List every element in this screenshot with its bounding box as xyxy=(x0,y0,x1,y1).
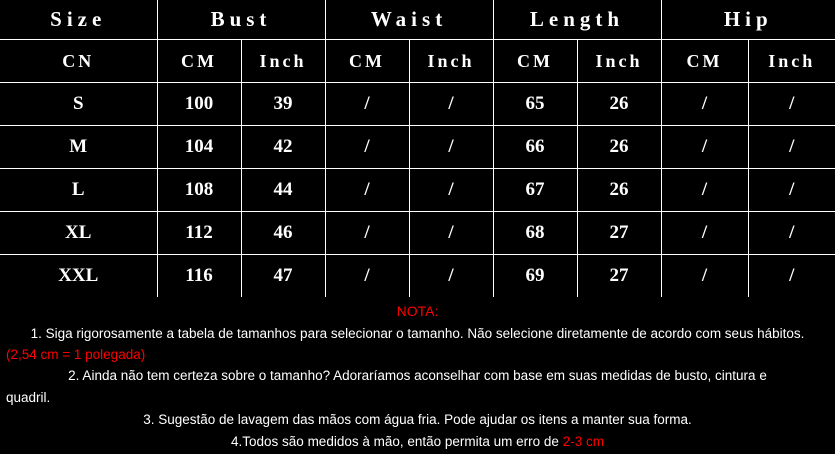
cell-bust-inch: 46 xyxy=(241,212,325,255)
cell-hip-inch: / xyxy=(748,255,835,298)
sub-header-waist-inch: Inch xyxy=(409,40,493,83)
group-header-size: Size xyxy=(0,0,157,40)
note-item-4-text: 4.Todos são medidos à mão, então permita um erro de xyxy=(231,434,563,449)
table-row xyxy=(0,83,835,126)
cell-length-inch: 26 xyxy=(577,83,661,126)
cell-waist-inch: / xyxy=(409,255,493,298)
sub-header-cn: CN xyxy=(0,40,157,83)
cell-waist-cm: / xyxy=(325,83,409,126)
note-item-2-continued: quadril. xyxy=(6,390,51,405)
note-item-1-conversion: (2,54 cm = 1 polegada) xyxy=(6,347,146,362)
cell-size: M xyxy=(0,126,157,169)
table-row xyxy=(0,255,835,298)
cell-waist-inch: / xyxy=(409,169,493,212)
cell-bust-cm: 112 xyxy=(157,212,241,255)
cell-hip-inch: / xyxy=(748,212,835,255)
cell-bust-cm: 104 xyxy=(157,126,241,169)
notes-section xyxy=(0,297,835,453)
note-item-2: 2. Ainda não tem certeza sobre o tamanho? Adoraríamos aconselhar com base em suas medidas de busto, cintura e xyxy=(68,368,767,383)
cell-hip-cm: / xyxy=(661,169,748,212)
cell-hip-inch: / xyxy=(748,126,835,169)
cell-size: L xyxy=(0,169,157,212)
table-sub-header-row xyxy=(0,40,835,83)
cell-bust-inch: 42 xyxy=(241,126,325,169)
cell-waist-inch: / xyxy=(409,212,493,255)
cell-length-inch: 26 xyxy=(577,169,661,212)
cell-hip-cm: / xyxy=(661,83,748,126)
note-item-3: 3. Sugestão de lavagem das mãos com água fria. Pode ajudar os itens a manter sua forma. xyxy=(143,412,692,427)
cell-waist-cm: / xyxy=(325,169,409,212)
cell-bust-inch: 44 xyxy=(241,169,325,212)
note-item-1: 1. Siga rigorosamente a tabela de tamanhos para selecionar o tamanho. Não selecione diretamente de acordo com seus hábitos. xyxy=(30,326,805,341)
group-header-waist: Waist xyxy=(325,0,493,40)
cell-length-inch: 27 xyxy=(577,255,661,298)
group-header-length: Length xyxy=(493,0,661,40)
notes-title: NOTA: xyxy=(396,303,439,319)
cell-waist-inch: / xyxy=(409,126,493,169)
note-item-4 xyxy=(6,431,829,453)
cell-size: XXL xyxy=(0,255,157,298)
note-item-4-tolerance: 2-3 cm xyxy=(562,434,604,449)
cell-length-cm: 68 xyxy=(493,212,577,255)
table-row xyxy=(0,126,835,169)
cell-hip-cm: / xyxy=(661,126,748,169)
cell-bust-inch: 47 xyxy=(241,255,325,298)
group-header-bust: Bust xyxy=(157,0,325,40)
cell-length-cm: 69 xyxy=(493,255,577,298)
cell-hip-inch: / xyxy=(748,83,835,126)
cell-hip-cm: / xyxy=(661,255,748,298)
sub-header-length-inch: Inch xyxy=(577,40,661,83)
cell-hip-cm: / xyxy=(661,212,748,255)
sub-header-hip-inch: Inch xyxy=(748,40,835,83)
cell-waist-cm: / xyxy=(325,255,409,298)
table-group-header-row xyxy=(0,0,835,40)
sub-header-bust-inch: Inch xyxy=(241,40,325,83)
sub-header-length-cm: CM xyxy=(493,40,577,83)
cell-bust-inch: 39 xyxy=(241,83,325,126)
cell-length-cm: 66 xyxy=(493,126,577,169)
cell-bust-cm: 116 xyxy=(157,255,241,298)
cell-size: S xyxy=(0,83,157,126)
cell-size: XL xyxy=(0,212,157,255)
cell-bust-cm: 108 xyxy=(157,169,241,212)
cell-waist-inch: / xyxy=(409,83,493,126)
cell-bust-cm: 100 xyxy=(157,83,241,126)
cell-waist-cm: / xyxy=(325,212,409,255)
sub-header-hip-cm: CM xyxy=(661,40,748,83)
cell-waist-cm: / xyxy=(325,126,409,169)
cell-length-cm: 67 xyxy=(493,169,577,212)
table-row xyxy=(0,212,835,255)
table-row xyxy=(0,169,835,212)
cell-length-inch: 27 xyxy=(577,212,661,255)
group-header-hip: Hip xyxy=(661,0,835,40)
cell-hip-inch: / xyxy=(748,169,835,212)
cell-length-inch: 26 xyxy=(577,126,661,169)
sub-header-bust-cm: CM xyxy=(157,40,241,83)
cell-length-cm: 65 xyxy=(493,83,577,126)
sub-header-waist-cm: CM xyxy=(325,40,409,83)
